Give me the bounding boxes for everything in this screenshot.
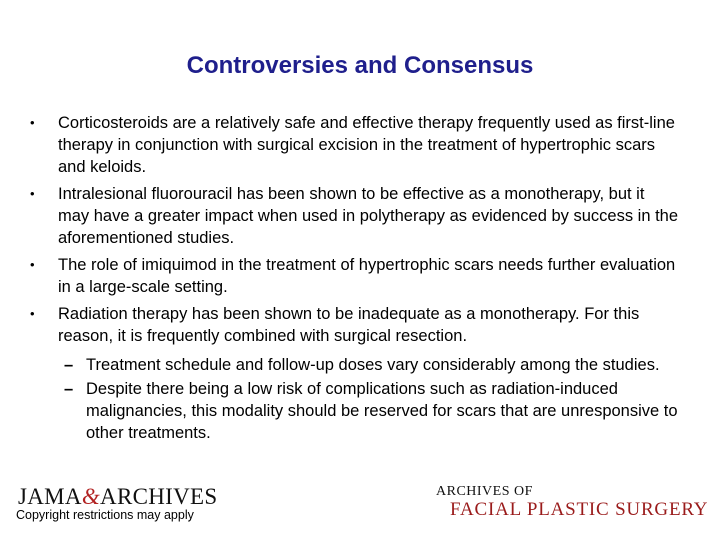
- bullet-text: Corticosteroids are a relatively safe and effective therapy frequently used as first-line therapy in conjunction with surgical excision in the treatment of hypertrophic scars and keloids.: [58, 114, 675, 176]
- sub-bullet-item: [28, 378, 678, 444]
- archives-logo-line1: ARCHIVES OF: [436, 484, 533, 499]
- bullet-item: [28, 183, 678, 249]
- bullet-marker: •: [30, 115, 35, 130]
- copyright-notice: Copyright restrictions may apply: [16, 508, 194, 522]
- jama-archives-logo: [18, 484, 217, 510]
- bullet-marker: •: [30, 257, 35, 272]
- bullet-item: [28, 112, 678, 178]
- sub-bullet-marker: –: [64, 380, 74, 398]
- jama-logo-part2: ARCHIVES: [100, 484, 218, 509]
- bullet-text: The role of imiquimod in the treatment of hypertrophic scars needs further evaluation in a large-scale setting.: [58, 256, 676, 296]
- bullet-marker: •: [30, 306, 35, 321]
- bullet-item: [28, 303, 678, 347]
- sub-bullet-text: Despite there being a low risk of complications such as radiation-induced malignancies, this modality should be reserved for scars that are unresponsive to other treatments.: [86, 380, 678, 442]
- bullet-marker: •: [30, 186, 35, 201]
- slide-title: Controversies and Consensus: [186, 52, 534, 79]
- bullet-item: [28, 254, 678, 298]
- jama-logo-ampersand: &: [81, 484, 101, 509]
- archives-logo-line2: FACIAL PLASTIC SURGERY: [450, 499, 709, 520]
- sub-bullet-item: [28, 354, 678, 376]
- sub-bullet-marker: –: [64, 356, 74, 374]
- bullet-text: Radiation therapy has been shown to be inadequate as a monotherapy. For this reason, it is frequently combined with surgical resection.: [58, 305, 640, 345]
- archives-facial-plastic-surgery-logo: [436, 484, 708, 521]
- jama-logo-part1: JAMA: [18, 484, 82, 509]
- sub-bullet-list: [28, 354, 678, 446]
- bullet-text: Intralesional fluorouracil has been shown to be effective as a monotherapy, but it may have a greater impact when used in polytherapy as evidenced by success in the aforementioned studies.: [58, 185, 679, 247]
- bullet-list: [28, 112, 678, 352]
- sub-bullet-text: Treatment schedule and follow-up doses vary considerably among the studies.: [86, 356, 660, 374]
